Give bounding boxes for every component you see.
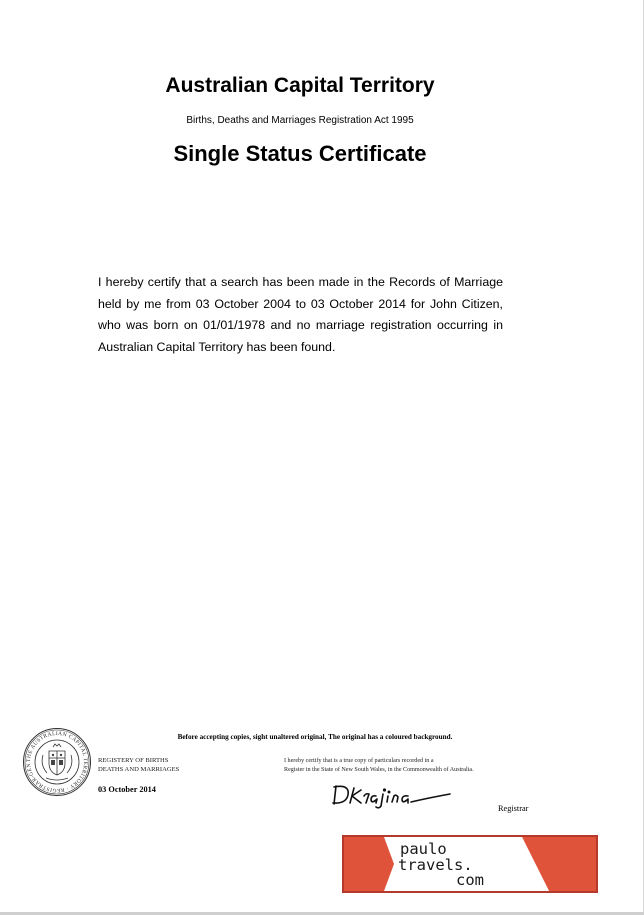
copy-notice: Before accepting copies, sight unaltered original, The original has a coloured background. xyxy=(177,733,453,741)
true-copy-line-2: Register in the State of New South Wales, in the Commonwealth of Australia. xyxy=(284,766,474,773)
signatory-title: Registrar xyxy=(498,804,529,813)
watermark-line-1: paulo xyxy=(400,840,447,858)
handwritten-signature-icon xyxy=(328,780,453,810)
svg-text:THE AUSTRALIAN CAPITAL TERRITO xyxy=(22,727,88,793)
true-copy-note xyxy=(284,757,524,774)
seal-ring-text: THE AUSTRALIAN CAPITAL TERRITORY · REGISTRAR-GEN xyxy=(25,730,89,794)
registry-name xyxy=(98,757,179,774)
issue-date: 03 October 2014 xyxy=(98,785,156,794)
certificate-title: Single Status Certificate xyxy=(173,141,427,166)
act-subheading: Births, Deaths and Marriages Registration Act 1995 xyxy=(186,115,414,126)
watermark-line-3: com xyxy=(456,871,484,890)
jurisdiction-heading: Australian Capital Territory xyxy=(165,74,435,97)
registry-line-1: REGISTERY OF BIRTHS xyxy=(98,757,169,764)
watermark-text xyxy=(396,842,546,889)
registry-line-2: DEATHS AND MARRIAGES xyxy=(98,765,180,773)
paulotravels-watermark xyxy=(342,835,598,893)
watermark-line-2: travels. xyxy=(398,855,473,874)
certification-statement: I hereby certify that a search has been made in the Records of Marriage held by me from 03 October 2004 to 03 October 2014 for John Citizen, who was born on 01/01/1978 and no marriage registration occurring in Australian Capital Territory has been found. xyxy=(98,275,503,354)
official-seal-icon xyxy=(22,727,92,797)
true-copy-line-1: I hereby certify that is a true copy of particulars recorded in a xyxy=(284,758,434,764)
